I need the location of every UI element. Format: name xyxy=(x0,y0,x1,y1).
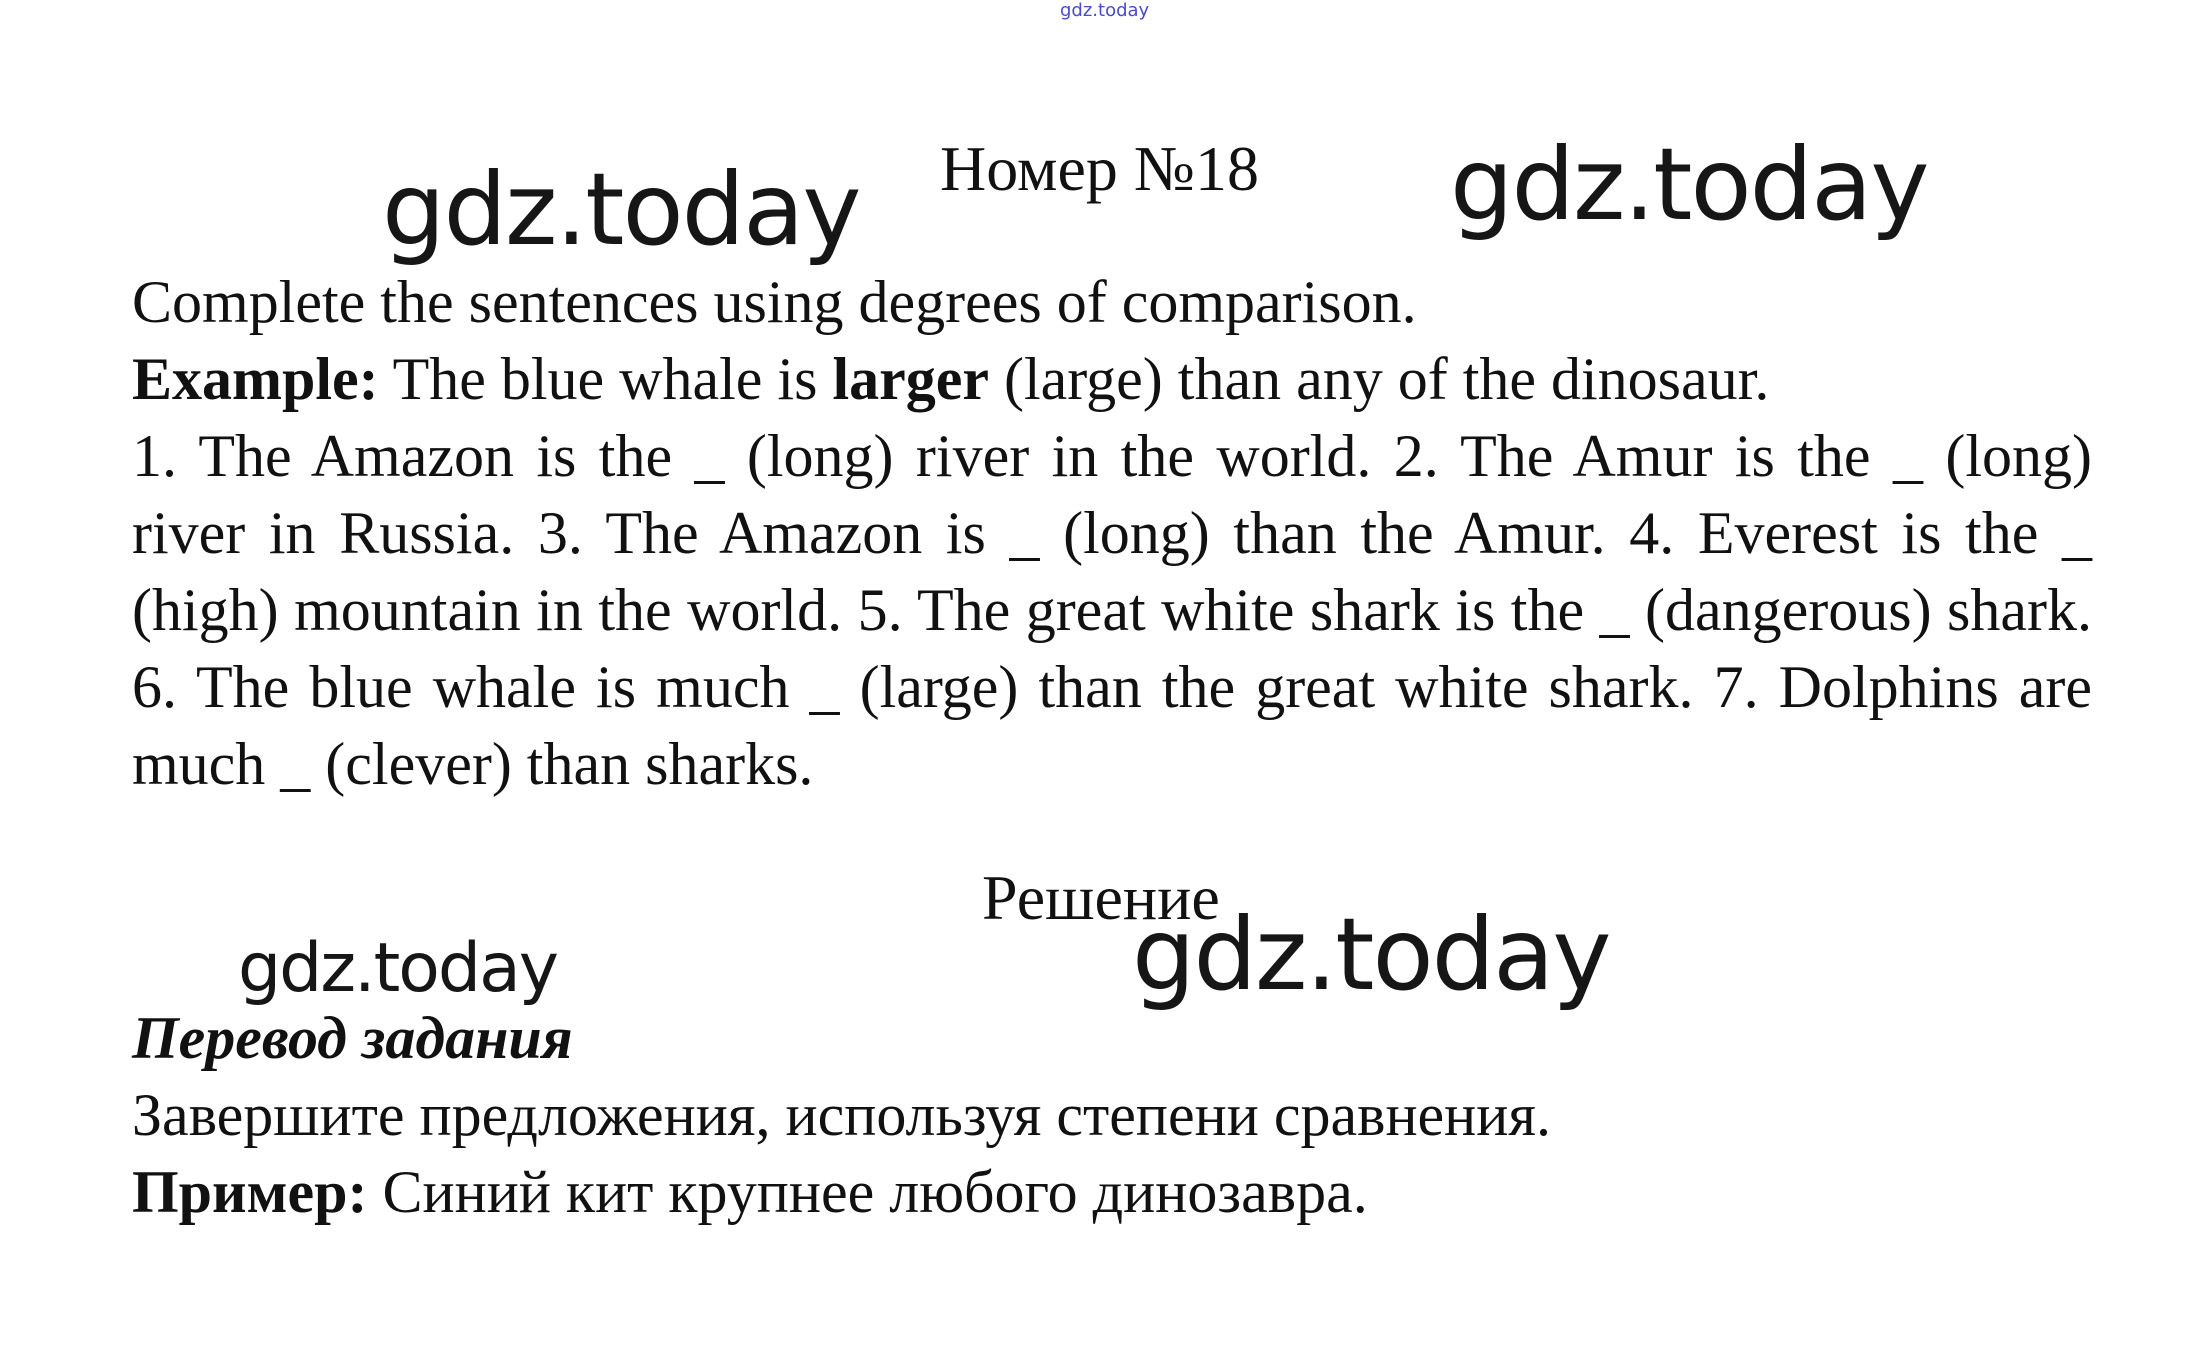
watermark: gdz.today xyxy=(1132,896,1610,1013)
translation-instruction: Завершите предложения, используя степени сравнения. xyxy=(132,1082,1551,1148)
watermark: gdz.today xyxy=(382,151,860,268)
example-label: Example: xyxy=(132,346,379,412)
translation-example-label: Пример: xyxy=(132,1159,368,1225)
watermark: gdz.today xyxy=(238,929,557,1008)
translation-title: Перевод задания xyxy=(132,1005,573,1071)
task-block xyxy=(132,264,2092,803)
page-title: Номер №18 xyxy=(940,133,1259,204)
example-text-after: (large) than any of the dinosaur. xyxy=(989,346,1770,412)
task-example xyxy=(132,341,2092,418)
watermark-small: gdz.today xyxy=(1060,0,1150,21)
watermark: gdz.today xyxy=(1450,126,1928,243)
task-instruction: Complete the sentences using degrees of comparison. xyxy=(132,269,1417,335)
translation-block xyxy=(132,1000,2092,1231)
translation-example xyxy=(132,1154,2092,1231)
example-text-before: The blue whale is xyxy=(378,346,833,412)
example-answer: larger xyxy=(832,346,989,412)
translation-example-text: Синий кит крупнее любого динозавра. xyxy=(367,1159,1368,1225)
task-sentences: 1. The Amazon is the _ (long) river in the world. 2. The Amur is the _ (long) river in Russia. 3. The Amazon is _ (long) than the Amur. 4. Everest is the _ (high) mountain in the world. 5. The great white shark is the _ (dangerous) shark. 6. The blue whale is much _ (large) than the great white shark. 7. Dolphins are much _ (clever) than sharks. xyxy=(132,423,2092,797)
solution-title: Решение xyxy=(982,862,1220,933)
